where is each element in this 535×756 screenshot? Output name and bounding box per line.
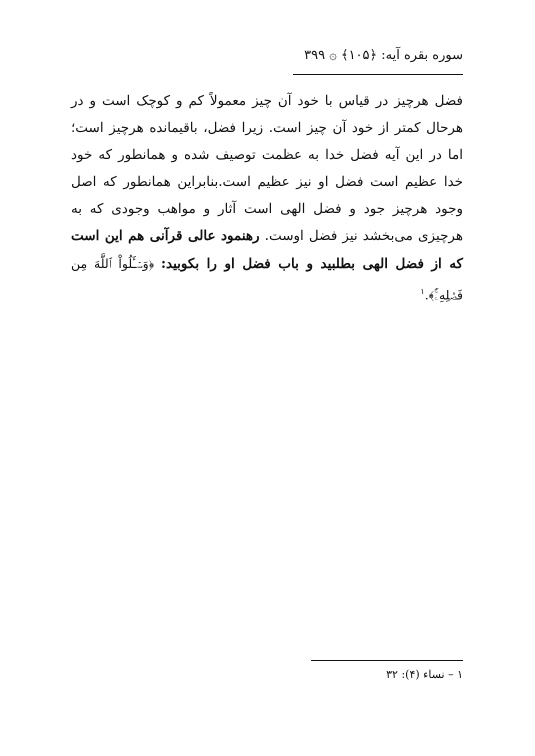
bold-guidance-text: رهنمود عالی قرآنی هم این است که از فضل الهی بطلبید و باب فضل او را بکوبید:: [71, 228, 463, 272]
footnote-marker: ۱: [420, 287, 425, 296]
paragraph-text: فضل هرچیز در قیاس با خود آن چیز معمولاً کم و کوچک است و در هرحال کمتر از خود آن چیز است. زیرا فضل، باقیمانده هرچیز است؛ اما در این آیه فضل خدا به عظمت توصیف شده و همانطور که خود خدا عظیم است فضل او نیز عظیم است.بنابراین همانطور که اصل وجود هرچیز جود و فضل الهی است آثار و مواهب وجودی که به هرچیزی می‌بخشد نیز فضل اوست.: [71, 93, 463, 244]
footnote: ۱ – نساء (۴): ۳۲: [386, 668, 463, 681]
main-paragraph: [71, 88, 463, 310]
running-header: سوره بقره آیه: ﴿۱۰۵﴾ ۞ ۳۹۹: [304, 48, 463, 63]
paragraph: [71, 88, 463, 310]
footnote-rule: [311, 660, 463, 661]
quran-verse: ﴿وَسۡـَٔلُواْ ٱللَّهَ مِن فَضۡلِهِۦٓۚ﴾.: [71, 256, 463, 303]
header-rule: [293, 74, 463, 75]
